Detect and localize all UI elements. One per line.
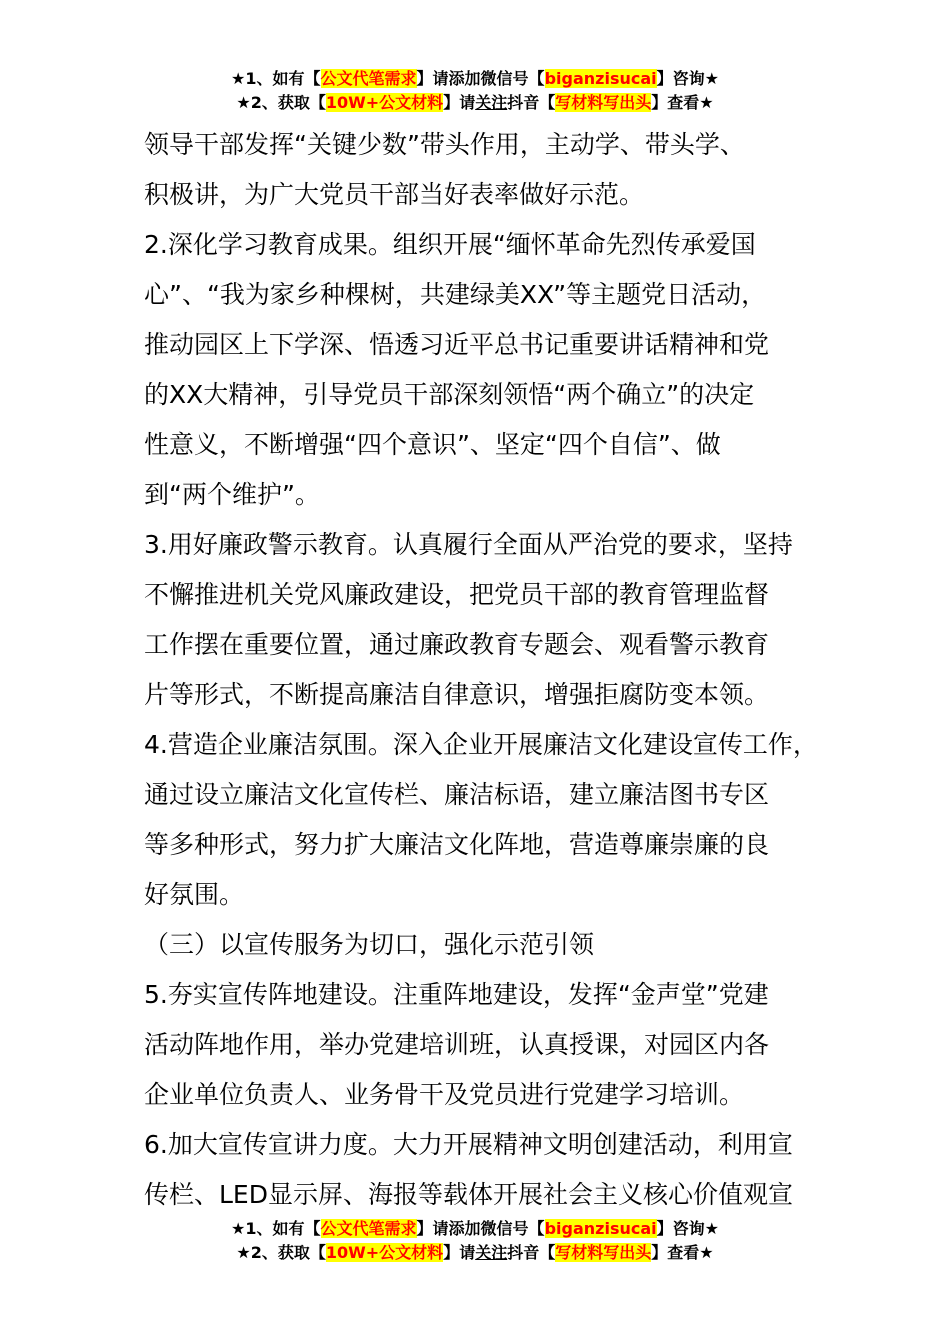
document-body <box>144 120 834 1220</box>
footer-promo-banner <box>0 1217 950 1265</box>
text-line: 活动阵地作用，举办党建培训班，认真授课，对园区内各 <box>144 1030 770 1059</box>
paragraph <box>144 120 834 220</box>
text-line: 通过设立廉洁文化宣传栏、廉洁标语，建立廉洁图书专区 <box>144 780 770 809</box>
promo-text: 】请添 <box>416 1219 465 1238</box>
text-line: 不懈推进机关党风廉政建设，把党员干部的教育管理监督 <box>144 580 770 609</box>
text-line: 性意义，不断增强“四个意识”、坚定“四个自信”、做 <box>144 430 721 459</box>
promo-line-2 <box>0 91 950 115</box>
text-line: 积极讲，为广大党员干部当好表率做好示范。 <box>144 180 645 209</box>
promo-text: 】查看★ <box>651 1243 714 1262</box>
text-line: 传栏、LED显示屏、海报等载体开展社会主义核心价值观宣 <box>144 1180 793 1209</box>
paragraph <box>144 970 834 1120</box>
promo-line-1 <box>0 67 950 91</box>
promo-text: ★1、如有【 <box>231 1219 321 1238</box>
promo-text: ★2、获取【 <box>236 1243 326 1262</box>
text-line: 片等形式，不断提高廉洁自律意识，增强拒腐防变本领。 <box>144 680 770 709</box>
text-line: 4.营造企业廉洁氛围。深入企业开展廉洁文化建设宣传工作， <box>144 730 818 759</box>
promo-text: 微信号【 <box>480 69 545 88</box>
promo-text: 抖音【 <box>507 1243 556 1262</box>
promo-text: 】请添 <box>416 69 465 88</box>
promo-highlight: 公文代笔需求 <box>320 1219 417 1238</box>
paragraph <box>144 520 834 720</box>
paragraph <box>144 1120 834 1220</box>
promo-text: ★2、获取【 <box>236 93 326 112</box>
text-line: 好氛围。 <box>144 880 245 909</box>
text-line: 领导干部发挥“关键少数”带头作用，主动学、带头学、 <box>144 130 745 159</box>
promo-highlight: 10W+公文材料 <box>325 93 444 112</box>
promo-text: 】请 <box>443 1243 476 1262</box>
text-line: 工作摆在重要位置，通过廉政教育专题会、观看警示教育 <box>144 630 770 659</box>
paragraph <box>144 220 834 520</box>
text-line: 5.夯实宣传阵地建设。注重阵地建设，发挥“金声堂”党建 <box>144 980 769 1009</box>
promo-emphasis: 关注 <box>475 93 508 112</box>
paragraph <box>144 920 834 970</box>
promo-emphasis: 关注 <box>475 1243 508 1262</box>
promo-emphasis: 加 <box>464 69 481 88</box>
promo-highlight: 公文代笔需求 <box>320 69 417 88</box>
promo-highlight: 10W+公文材料 <box>325 1243 444 1262</box>
text-line: 心”、“我为家乡种棵树，共建绿美XX”等主题党日活动， <box>144 280 767 309</box>
promo-text: 】请 <box>443 93 476 112</box>
promo-text: 】查看★ <box>651 93 714 112</box>
text-line: （三）以宣传服务为切口，强化示范引领 <box>144 930 595 959</box>
promo-text: 抖音【 <box>507 93 556 112</box>
promo-line-1 <box>0 1217 950 1241</box>
promo-emphasis: 加 <box>464 1219 481 1238</box>
promo-text: ★1、如有【 <box>231 69 321 88</box>
promo-text: 微信号【 <box>480 1219 545 1238</box>
paragraph <box>144 720 834 920</box>
text-line: 等多种形式，努力扩大廉洁文化阵地，营造尊廉崇廉的良 <box>144 830 770 859</box>
promo-highlight: biganzisucai <box>544 1219 657 1238</box>
text-line: 到“两个维护”。 <box>144 480 320 509</box>
promo-highlight: 写材料写出头 <box>555 93 652 112</box>
header-promo-banner <box>0 67 950 115</box>
promo-text: 】咨询★ <box>656 1219 719 1238</box>
text-line: 2.深化学习教育成果。组织开展“缅怀革命先烈传承爱国 <box>144 230 756 259</box>
text-line: 企业单位负责人、业务骨干及党员进行党建学习培训。 <box>144 1080 745 1109</box>
promo-highlight: biganzisucai <box>544 69 657 88</box>
promo-line-2 <box>0 1241 950 1265</box>
text-line: 推动园区上下学深、悟透习近平总书记重要讲话精神和党 <box>144 330 770 359</box>
text-line: 3.用好廉政警示教育。认真履行全面从严治党的要求，坚持 <box>144 530 793 559</box>
promo-highlight: 写材料写出头 <box>555 1243 652 1262</box>
promo-text: 】咨询★ <box>656 69 719 88</box>
text-line: 6.加大宣传宣讲力度。大力开展精神文明创建活动，利用宣 <box>144 1130 793 1159</box>
text-line: 的XX大精神，引导党员干部深刻领悟“两个确立”的决定 <box>144 380 755 409</box>
